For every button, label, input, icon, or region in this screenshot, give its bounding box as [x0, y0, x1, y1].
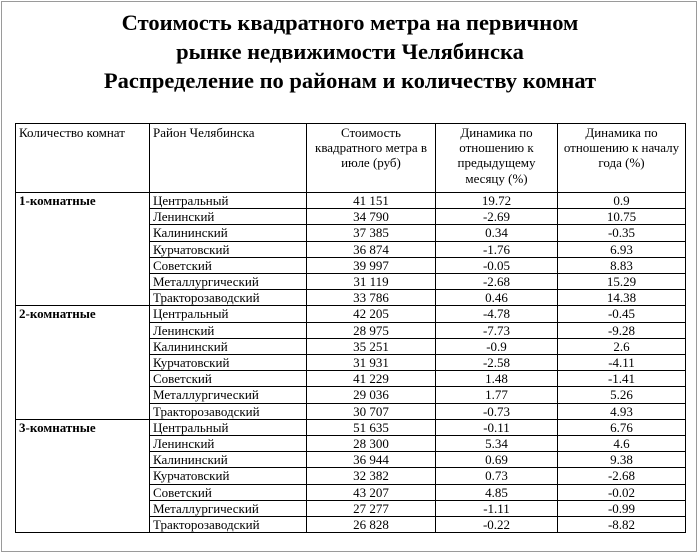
- price-cell: 41 151: [307, 193, 436, 209]
- title-line-3: Распределение по районам и количеству комнат: [103, 68, 597, 93]
- month-dynamics-cell: 0.34: [436, 225, 558, 241]
- month-dynamics-cell: -2.68: [436, 274, 558, 290]
- month-dynamics-cell: 1.48: [436, 371, 558, 387]
- month-dynamics-cell: 0.46: [436, 290, 558, 306]
- month-dynamics-cell: -1.76: [436, 241, 558, 257]
- year-dynamics-cell: 8.83: [558, 257, 686, 273]
- year-dynamics-cell: -4.11: [558, 355, 686, 371]
- price-cell: 30 707: [307, 403, 436, 419]
- district-cell: Ленинский: [150, 209, 307, 225]
- price-cell: 34 790: [307, 209, 436, 225]
- district-cell: Советский: [150, 484, 307, 500]
- header-price: Стоимость квадратного метра в июле (руб): [307, 124, 436, 193]
- month-dynamics-cell: -0.73: [436, 403, 558, 419]
- year-dynamics-cell: -0.02: [558, 484, 686, 500]
- district-cell: Курчатовский: [150, 468, 307, 484]
- month-dynamics-cell: -2.58: [436, 355, 558, 371]
- month-dynamics-cell: -0.22: [436, 517, 558, 533]
- month-dynamics-cell: 19.72: [436, 193, 558, 209]
- price-cell: 41 229: [307, 371, 436, 387]
- room-group-label: 1-комнатные: [16, 193, 150, 306]
- price-cell: 29 036: [307, 387, 436, 403]
- header-district: Район Челябинска: [150, 124, 307, 193]
- table-row: [16, 419, 686, 435]
- year-dynamics-cell: 6.93: [558, 241, 686, 257]
- year-dynamics-cell: -0.99: [558, 500, 686, 516]
- table-body: [16, 193, 686, 533]
- district-cell: Калининский: [150, 452, 307, 468]
- price-cell: 51 635: [307, 419, 436, 435]
- header-year-dynamics: Динамика по отношению к началу года (%): [558, 124, 686, 193]
- district-cell: Советский: [150, 371, 307, 387]
- price-cell: 33 786: [307, 290, 436, 306]
- price-cell: 27 277: [307, 500, 436, 516]
- price-cell: 39 997: [307, 257, 436, 273]
- year-dynamics-cell: -0.35: [558, 225, 686, 241]
- table-row: [16, 306, 686, 322]
- table-header-row: [16, 124, 686, 193]
- price-cell: 32 382: [307, 468, 436, 484]
- month-dynamics-cell: -0.11: [436, 419, 558, 435]
- price-cell: 28 975: [307, 322, 436, 338]
- month-dynamics-cell: 0.73: [436, 468, 558, 484]
- month-dynamics-cell: -0.9: [436, 338, 558, 354]
- district-cell: Тракторозаводский: [150, 290, 307, 306]
- district-cell: Металлургический: [150, 387, 307, 403]
- price-cell: 36 874: [307, 241, 436, 257]
- room-group-label: 3-комнатные: [16, 419, 150, 532]
- room-group-label: 2-комнатные: [16, 306, 150, 419]
- month-dynamics-cell: 4.85: [436, 484, 558, 500]
- month-dynamics-cell: 5.34: [436, 436, 558, 452]
- year-dynamics-cell: -8.82: [558, 517, 686, 533]
- year-dynamics-cell: 6.76: [558, 419, 686, 435]
- year-dynamics-cell: 0.9: [558, 193, 686, 209]
- price-cell: 28 300: [307, 436, 436, 452]
- district-cell: Курчатовский: [150, 241, 307, 257]
- district-cell: Калининский: [150, 225, 307, 241]
- district-cell: Ленинский: [150, 322, 307, 338]
- district-cell: Тракторозаводский: [150, 403, 307, 419]
- district-cell: Центральный: [150, 193, 307, 209]
- year-dynamics-cell: 9.38: [558, 452, 686, 468]
- header-rooms: Количество комнат: [16, 124, 150, 193]
- district-cell: Курчатовский: [150, 355, 307, 371]
- year-dynamics-cell: 4.6: [558, 436, 686, 452]
- price-cell: 31 119: [307, 274, 436, 290]
- district-cell: Тракторозаводский: [150, 517, 307, 533]
- month-dynamics-cell: -0.05: [436, 257, 558, 273]
- price-cell: 43 207: [307, 484, 436, 500]
- table-row: [16, 193, 686, 209]
- price-cell: 31 931: [307, 355, 436, 371]
- header-month-dynamics: Динамика по отношению к предыдущему месяцу (%): [436, 124, 558, 193]
- district-cell: Калининский: [150, 338, 307, 354]
- month-dynamics-cell: -1.11: [436, 500, 558, 516]
- year-dynamics-cell: 10.75: [558, 209, 686, 225]
- year-dynamics-cell: 5.26: [558, 387, 686, 403]
- title-line-1: Стоимость квадратного метра на первичном: [121, 10, 579, 35]
- month-dynamics-cell: -4.78: [436, 306, 558, 322]
- year-dynamics-cell: 4.93: [558, 403, 686, 419]
- district-cell: Металлургический: [150, 274, 307, 290]
- year-dynamics-cell: 2.6: [558, 338, 686, 354]
- month-dynamics-cell: 0.69: [436, 452, 558, 468]
- year-dynamics-cell: -2.68: [558, 468, 686, 484]
- year-dynamics-cell: -0.45: [558, 306, 686, 322]
- district-cell: Советский: [150, 257, 307, 273]
- price-cell: 37 385: [307, 225, 436, 241]
- price-cell: 35 251: [307, 338, 436, 354]
- title-line-2: рынке недвижимости Челябинска: [176, 39, 524, 64]
- page-title: [2, 8, 698, 95]
- price-table: [15, 123, 686, 533]
- price-cell: 42 205: [307, 306, 436, 322]
- year-dynamics-cell: 15.29: [558, 274, 686, 290]
- district-cell: Центральный: [150, 306, 307, 322]
- district-cell: Ленинский: [150, 436, 307, 452]
- price-cell: 26 828: [307, 517, 436, 533]
- year-dynamics-cell: -1.41: [558, 371, 686, 387]
- district-cell: Центральный: [150, 419, 307, 435]
- month-dynamics-cell: -7.73: [436, 322, 558, 338]
- year-dynamics-cell: 14.38: [558, 290, 686, 306]
- price-cell: 36 944: [307, 452, 436, 468]
- month-dynamics-cell: -2.69: [436, 209, 558, 225]
- district-cell: Металлургический: [150, 500, 307, 516]
- year-dynamics-cell: -9.28: [558, 322, 686, 338]
- month-dynamics-cell: 1.77: [436, 387, 558, 403]
